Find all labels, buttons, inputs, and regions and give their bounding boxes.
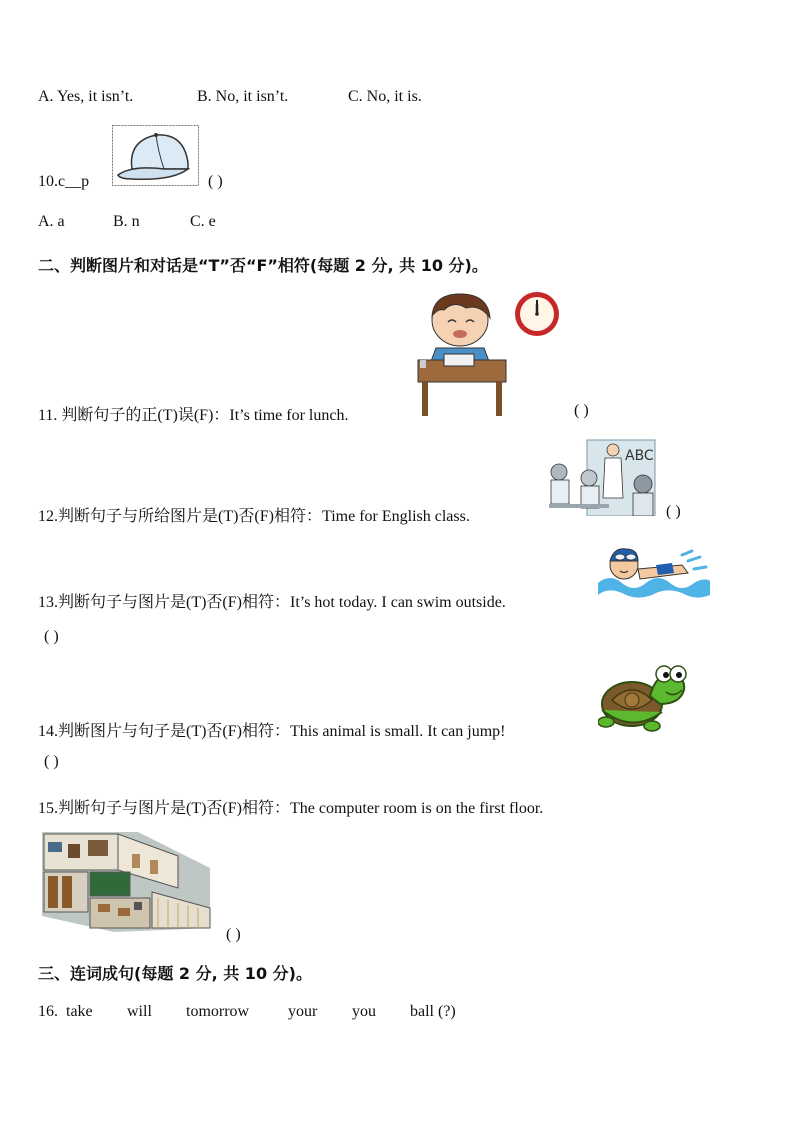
q16-number: 16. xyxy=(38,1003,58,1020)
english-class-image xyxy=(549,438,656,516)
q9-option-b[interactable]: B. No, it isn’t. xyxy=(197,88,289,105)
q10-option-a[interactable]: A. a xyxy=(38,213,65,230)
board-text: ABC xyxy=(625,448,654,464)
turtle-image xyxy=(598,660,688,732)
q11-text: 11. 判断句子的正(T)误(F)：It’s time for lunch. xyxy=(38,407,349,424)
q14-text: 14.判断图片与句子是(T)否(F)相符：This animal is small. It can jump! xyxy=(38,723,506,740)
q13-text: 13.判断句子与图片是(T)否(F)相符：It’s hot today. I can swim outside. xyxy=(38,594,506,611)
q12-answer-blank[interactable]: ( ) xyxy=(666,503,681,520)
section-3-title: 三、连词成句(每题 2 分, 共 10 分)。 xyxy=(38,964,312,983)
q9-option-c[interactable]: C. No, it is. xyxy=(348,88,422,105)
q15-answer-blank[interactable]: ( ) xyxy=(226,926,241,943)
q9-option-a[interactable]: A. Yes, it isn’t. xyxy=(38,88,134,105)
clock-icon xyxy=(513,290,561,338)
boy-eating-lunch-image xyxy=(414,290,510,418)
q13-answer-blank[interactable]: ( ) xyxy=(44,628,59,645)
q11-answer-blank[interactable]: ( ) xyxy=(574,402,589,419)
q16-word: ball (?) xyxy=(410,1003,456,1020)
school-building-image xyxy=(38,828,211,934)
q14-answer-blank[interactable]: ( ) xyxy=(44,753,59,770)
q16-word: your xyxy=(288,1003,318,1020)
q16-word: you xyxy=(352,1003,376,1020)
q16-word: will xyxy=(127,1003,152,1020)
q15-text: 15.判断句子与图片是(T)否(F)相符：The computer room is on the first floor. xyxy=(38,800,544,817)
q16-word: tomorrow xyxy=(186,1003,250,1020)
q10-prompt: 10.c__p xyxy=(38,173,90,190)
q10-option-c[interactable]: C. e xyxy=(190,213,216,230)
q12-text: 12.判断句子与所给图片是(T)否(F)相符：Time for English class. xyxy=(38,508,470,525)
q10-option-b[interactable]: B. n xyxy=(113,213,140,230)
q10-answer-blank[interactable]: ( ) xyxy=(208,173,223,190)
boy-swimming-image xyxy=(596,543,712,601)
q16-word: take xyxy=(66,1003,93,1020)
section-2-title: 二、判断图片和对话是“T”否“F”相符(每题 2 分, 共 10 分)。 xyxy=(38,256,488,275)
cap-image xyxy=(112,125,199,186)
